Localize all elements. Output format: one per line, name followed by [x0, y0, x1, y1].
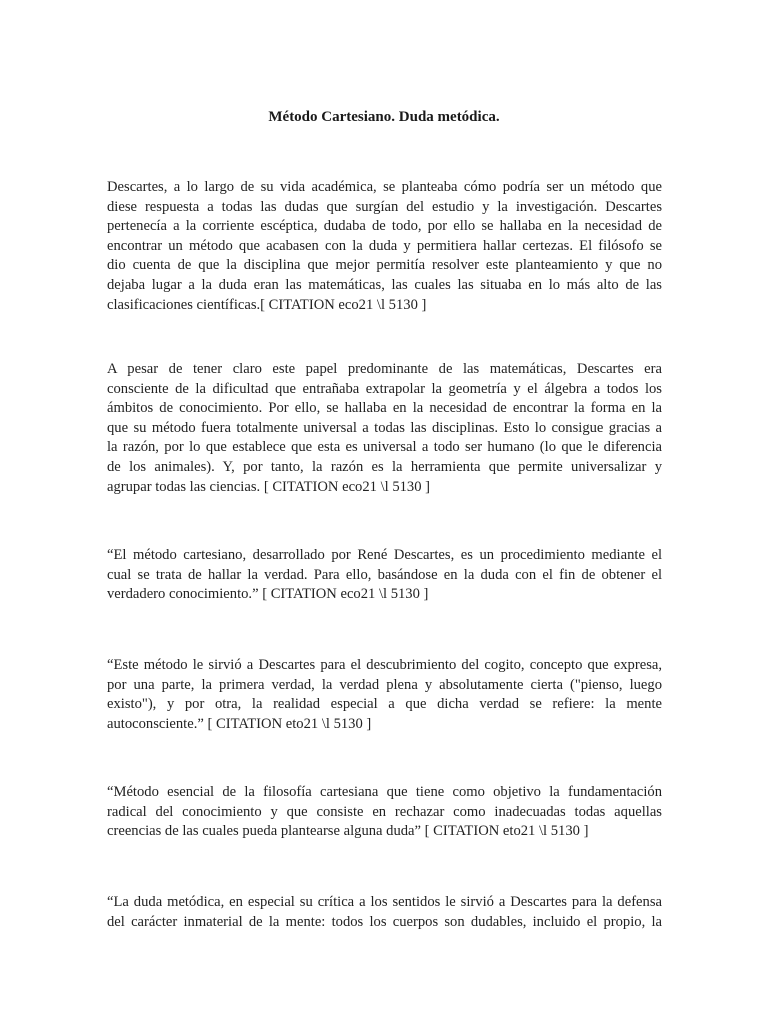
text-line: Descartes, a lo largo de su vida académica, se planteaba cómo podría ser un método que	[107, 179, 662, 195]
text-line: A pesar de tener claro este papel predominante de las matemáticas, Descartes era	[107, 361, 662, 377]
text-line: ámbitos de conocimiento. Por ello, se hallaba en la necesidad de encontrar la forma en la	[107, 400, 662, 417]
paragraph-quote-method	[107, 546, 662, 605]
text-line: dio cuenta de que la disciplina que mejor permitía resolver este planteamiento y que no	[107, 257, 662, 274]
text-line: encontrar un método que acabasen con la duda y permitiera hallar certezas. El filósofo se	[107, 237, 662, 254]
text-line: “El método cartesiano, desarrollado por René Descartes, es un procedimiento mediante el	[107, 547, 662, 563]
text-line: cual se trata de hallar la verdad. Para ello, basándose en la duda con el fin de obtener el	[107, 566, 662, 583]
text-line: agrupar todas las ciencias. [ CITATION eco21 \l 5130 ]	[107, 478, 431, 495]
paragraph-quote-cogito	[107, 656, 662, 734]
document-title: Método Cartesiano. Duda metódica.	[268, 109, 500, 125]
paragraph-quote-essential	[107, 783, 662, 842]
paragraph-mathematics-role	[107, 360, 662, 497]
text-line: existo"), y por otra, la realidad especial a que dicha verdad se refiere: la mente	[107, 696, 662, 713]
text-line: radical del conocimiento y que consiste en rechazar como inadecuadas todas aquellas	[107, 803, 662, 820]
paragraph-quote-doubt	[107, 893, 662, 932]
text-line: “La duda metódica, en especial su crítica a los sentidos le sirvió a Descartes para la defensa	[107, 894, 662, 910]
text-line: “Método esencial de la filosofía cartesiana que tiene como objetivo la fundamentación	[107, 784, 662, 800]
text-line: la razón, por lo que establece que esta es universal a todo ser humano (lo que le diferencia	[107, 439, 662, 456]
text-line: creencias de las cuales pueda plantearse alguna duda” [ CITATION eto21 \l 5130 ]	[107, 823, 589, 840]
text-line: verdadero conocimiento.” [ CITATION eco21 \l 5130 ]	[107, 586, 429, 603]
text-line: pertenecía a la corriente escéptica, dudaba de todo, por ello se hallaba en la necesidad de	[107, 218, 662, 235]
text-line: diese respuesta a todas las dudas que surgían del estudio y la investigación. Descartes	[107, 198, 662, 215]
paragraph-descartes-academic	[107, 178, 662, 315]
text-line: “Este método le sirvió a Descartes para el descubrimiento del cogito, concepto que expresa,	[107, 657, 662, 673]
text-line: que su método fuera totalmente universal a todas las disciplinas. Esto lo consigue gracias a	[107, 419, 662, 436]
text-line: clasificaciones científicas.[ CITATION eco21 \l 5130 ]	[107, 296, 427, 313]
text-line: consciente de la dificultad que entrañaba extrapolar la geometría y el álgebra a todos los	[107, 380, 662, 397]
text-line: dejaba lugar a la duda eran las matemáticas, las cuales las situaba en lo más alto de las	[107, 276, 662, 293]
text-line: por una parte, la primera verdad, la verdad plena y absolutamente cierta ("pienso, luego	[107, 676, 662, 693]
text-line: del carácter inmaterial de la mente: todos los cuerpos son dudables, incluido el propio, la	[107, 913, 662, 930]
text-line: de los animales). Y, por tanto, la razón es la herramienta que permite universalizar y	[107, 458, 662, 475]
text-line: autoconsciente.” [ CITATION eto21 \l 5130 ]	[107, 715, 372, 732]
